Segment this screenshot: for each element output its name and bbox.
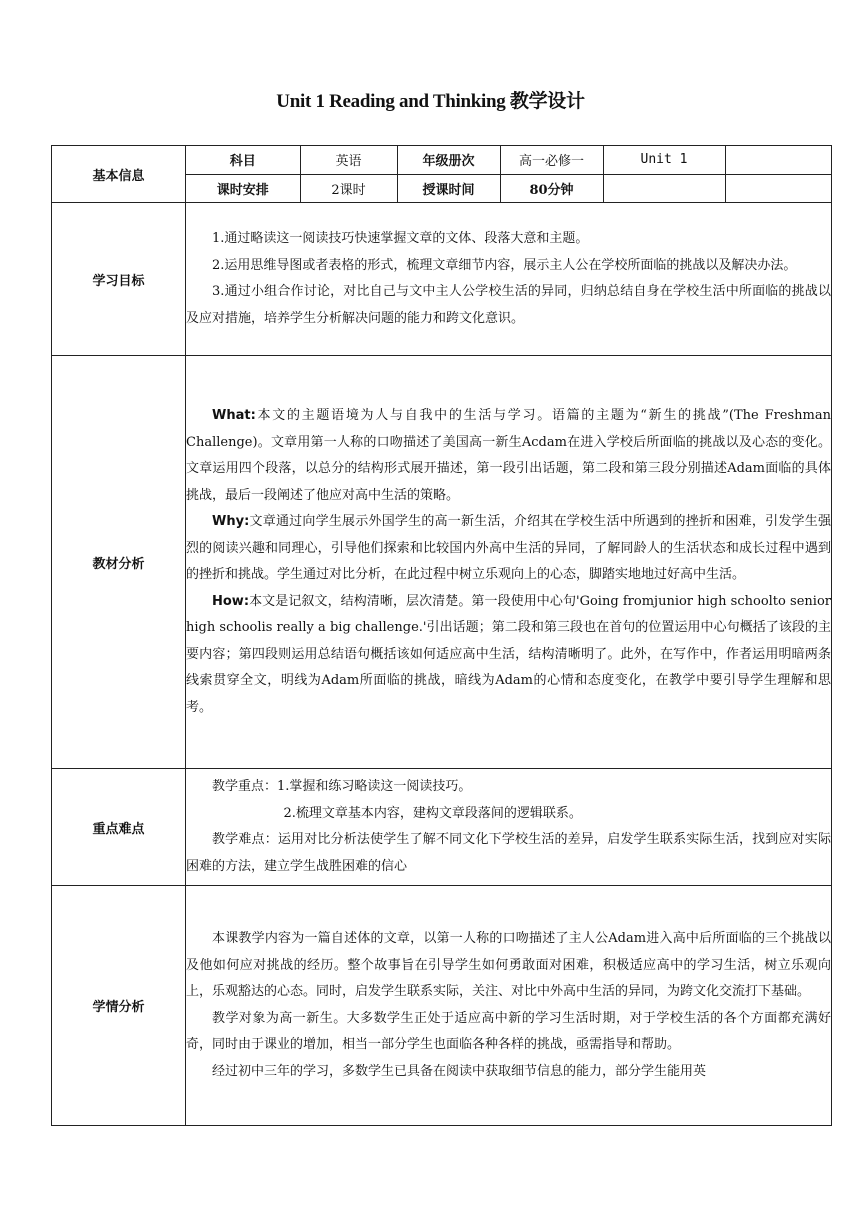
learner-analysis-content: [186, 886, 832, 1126]
basic-info-grid: [186, 146, 831, 202]
hours-label: 课时安排: [186, 174, 300, 202]
subject-value: 英语: [300, 146, 397, 174]
difficulty-line: 教学难点：运用对比分析法使学生了解不同文化下学校生活的差异，启发学生联系实际生活，找到应对实际困难的方法，建立学生战胜困难的信心: [186, 832, 831, 874]
how-text: 本文是记叙文，结构清晰，层次清楚。第一段使用中心句'Going fromjunior high schoolto senior high schoolis really a big challenge.'引出话题；第二段和第三段也在首句的位置运用中心句概括了该段的主要内容；第四段则运用总结语句概括该如何适应高中生活，结构清晰明了。此外，在写作中，作者运用明暗两条线索贯穿全文，明线为Adam所面临的挑战，暗线为Adam的心情和态度变化，在教学中要引导学生理解和思考。: [186, 593, 831, 715]
how-heading: How:: [212, 593, 250, 609]
key-point-line: 2.梳理文章基本内容，建构文章段落间的逻辑联系。: [283, 805, 582, 821]
analysis-content: [186, 356, 832, 769]
objective-item: 1.通过略读这一阅读技巧快速掌握文章的文体、段落大意和主题。: [212, 231, 589, 246]
time-value: 80分钟: [500, 174, 603, 202]
why-paragraph: [186, 509, 831, 589]
lesson-plan-table: [51, 145, 832, 1126]
learner-analysis-label: 学情分析: [52, 886, 186, 1126]
key-point-line: 教学重点：1.掌握和练习略读这一阅读技巧。: [212, 779, 472, 794]
unit-value: Unit 1: [603, 146, 725, 174]
learner-paragraph: 本课教学内容为一篇自述体的文章，以第一人称的口吻描述了主人公Adam进入高中后所面临的三个挑战以及他如何应对挑战的经历。整个故事旨在引导学生如何勇敢面对困难，积极适应高中的学习生活，树立乐观向上，乐观豁达的心态。同时，启发学生联系实际，关注、对比中外高中生活的异同，为跨文化交流打下基础。: [186, 931, 831, 999]
objective-item: 2.运用思维导图或者表格的形式，梳理文章细节内容，展示主人公在学校所面临的挑战以及解决办法。: [212, 257, 797, 273]
objectives-label: 学习目标: [52, 203, 186, 356]
why-text: 文章通过向学生展示外国学生的高一新生活，介绍其在学校生活中所遇到的挫折和困难，引发学生强烈的阅读兴趣和同理心，引导他们探索和比较国内外高中生活的异同，了解同龄人的生活状态和成长过程中遇到的挫折和挑战。学生通过对比分析，在此过程中树立乐观向上的心态，脚踏实地地过好高中生活。: [186, 514, 831, 582]
how-paragraph: [186, 589, 831, 722]
subject-label: 科目: [186, 146, 300, 174]
what-heading: What:: [212, 408, 256, 423]
what-text: 本文的主题语境为人与自我中的生活与学习。语篇的主题为“新生的挑战”(The Freshman Challenge)。文章用第一人称的口吻描述了美国高一新生Acdam在进入学校后所面临的挑战以及心态的变化。文章运用四个段落，以总分的结构形式展开描述，第一段引出话题，第二段和第三段分别描述Adam面临的具体挑战，最后一段阐述了他应对高中生活的策略。: [186, 408, 831, 503]
basic-info-label: 基本信息: [52, 146, 186, 203]
time-label: 授课时间: [397, 174, 500, 202]
key-points-label: 重点难点: [52, 769, 186, 886]
hours-value: 2课时: [300, 174, 397, 202]
key-points-content: [186, 769, 832, 886]
document-title: Unit 1 Reading and Thinking 教学设计: [276, 91, 585, 112]
objective-item: 3.通过小组合作讨论，对比自己与文中主人公学校生活的异同，归纳总结自身在学校生活中所面临的挑战以及应对措施，培养学生分析解决问题的能力和跨文化意识。: [186, 284, 831, 326]
empty-cell: [725, 146, 831, 174]
grade-value: 高一必修一: [500, 146, 603, 174]
what-paragraph: [186, 403, 831, 509]
learner-paragraph: 经过初中三年的学习，多数学生已具备在阅读中获取细节信息的能力，部分学生能用英: [212, 1063, 707, 1079]
analysis-label: 教材分析: [52, 356, 186, 769]
learner-paragraph: 教学对象为高一新生。大多数学生正处于适应高中新的学习生活时期，对于学校生活的各个方面都充满好奇，同时由于课业的增加，相当一部分学生也面临各种各样的挑战，亟需指导和帮助。: [186, 1010, 831, 1052]
empty-cell: [603, 174, 725, 202]
grade-label: 年级册次: [397, 146, 500, 174]
why-heading: Why:: [212, 514, 250, 529]
objectives-content: [186, 203, 832, 356]
empty-cell: [725, 174, 831, 202]
